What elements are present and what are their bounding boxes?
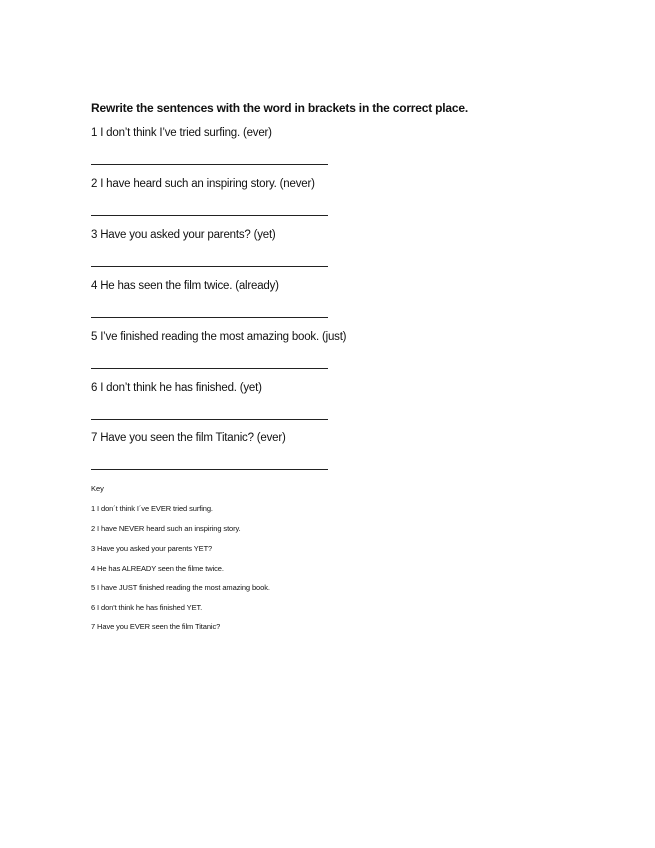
question-3: 3 Have you asked your parents? (yet) [91,229,276,241]
answer-key-item-1: 1 I don´t think I´ve EVER tried surfing. [91,504,213,513]
question-5: 5 I’ve finished reading the most amazing book. (just) [91,331,347,343]
answer-line-1 [91,164,328,165]
answer-key-item-7: 7 Have you EVER seen the film Titanic? [91,622,221,631]
answer-key-item-4: 4 He has ALREADY seen the filme twice. [91,564,224,573]
answer-key-item-2: 2 I have NEVER heard such an inspiring story. [91,524,241,533]
answer-key-item-3: 3 Have you asked your parents YET? [91,544,213,553]
instructions-heading: Rewrite the sentences with the word in brackets in the correct place. [91,101,468,115]
answer-key-item-5: 5 I have JUST finished reading the most amazing book. [91,583,270,592]
question-6: 6 I don’t think he has finished. (yet) [91,382,262,394]
question-2: 2 I have heard such an inspiring story. (never) [91,178,315,190]
question-1: 1 I don’t think I’ve tried surfing. (ever) [91,127,272,139]
question-4: 4 He has seen the film twice. (already) [91,280,279,292]
answer-line-2 [91,215,328,216]
answer-line-6 [91,419,328,420]
question-7: 7 Have you seen the film Titanic? (ever) [91,432,286,444]
answer-key-item-6: 6 I don't think he has finished YET. [91,603,203,612]
answer-line-5 [91,368,328,369]
answer-line-3 [91,266,328,267]
answer-line-4 [91,317,328,318]
answer-key-title: Key [91,484,104,493]
answer-line-7 [91,469,328,470]
